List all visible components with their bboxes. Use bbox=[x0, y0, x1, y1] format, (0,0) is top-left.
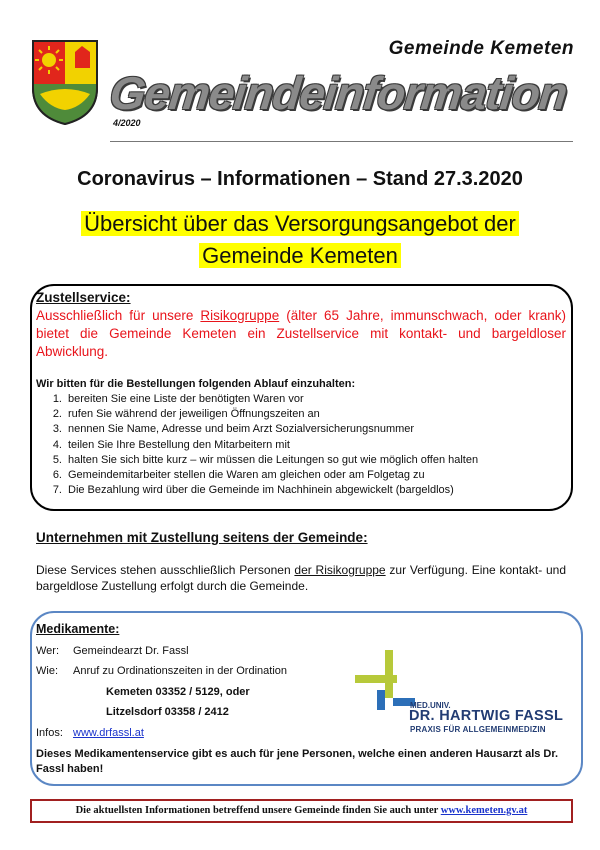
risikogruppe-link-2[interactable]: der Risikogruppe bbox=[294, 563, 386, 577]
intro-text-after: (älter 65 Jahre, immunschwach, oder krank) bietet die Gemeinde Kemeten ein Zustellservice mit kontakt- und bargeldloser Abwicklung. bbox=[36, 308, 566, 359]
unternehmen-text-before: Diese Services stehen ausschließlich Personen bbox=[36, 563, 295, 577]
step-text: rufen Sie während der jeweiligen Öffnungszeiten an bbox=[68, 408, 320, 421]
page-headline: Coronavirus – Informationen – Stand 27.3.2020 bbox=[77, 168, 523, 190]
list-item bbox=[36, 392, 566, 407]
phone-kemeten: Kemeten 03352 / 5129, oder bbox=[106, 686, 250, 698]
list-item bbox=[36, 407, 566, 422]
footer-text: Die aktuellsten Informationen betreffend unsere Gemeinde finden Sie auch unter bbox=[75, 805, 441, 816]
unternehmen-text-after: zur Verfügung. Eine kontakt- und bargeldlose Zustellung erfolgt durch die Gemeinde. bbox=[36, 563, 567, 593]
list-item bbox=[36, 453, 566, 468]
header-divider bbox=[110, 141, 573, 142]
subtitle-line-2: Gemeinde Kemeten bbox=[199, 243, 401, 268]
gemeinde-name bbox=[389, 38, 574, 60]
step-text: teilen Sie Ihre Bestellung den Mitarbeitern mit bbox=[68, 438, 290, 451]
step-number: 7. bbox=[52, 484, 62, 497]
step-text: halten Sie sich bitte kurz – wir müssen die Leitungen so gut wie möglich offen halten bbox=[68, 453, 479, 466]
wie-label: Wie: bbox=[36, 665, 58, 677]
issue-number: 4/2020 bbox=[113, 118, 141, 128]
gemeinde-name-first: Gemeinde bbox=[388, 38, 485, 59]
step-text: Die Bezahlung wird über die Gemeinde im Nachhinein abgewickelt (bargeldlos) bbox=[68, 484, 454, 497]
risikogruppe-link[interactable]: Risikogruppe bbox=[200, 308, 280, 323]
infos-label: Infos: bbox=[36, 727, 63, 739]
page-subtitle bbox=[0, 208, 600, 272]
intro-text-before: Ausschließlich für unsere bbox=[36, 308, 201, 323]
unternehmen-text bbox=[36, 562, 566, 594]
step-number: 2. bbox=[52, 408, 62, 421]
step-text: bereiten Sie eine Liste der benötigten Waren vor bbox=[68, 393, 304, 405]
zustellservice-intro bbox=[36, 307, 566, 361]
step-number: 3. bbox=[52, 423, 62, 436]
logo-doctor-name: DR. HARTWIG FASSL bbox=[409, 708, 564, 724]
unternehmen-heading: Unternehmen mit Zustellung seitens der Gemeinde: bbox=[36, 530, 368, 545]
logo-subtitle-praxis: PRAXIS FÜR ALLGEMEINMEDIZIN bbox=[410, 725, 546, 734]
list-item bbox=[36, 468, 566, 483]
medikamente-note: Dieses Medikamentenservice gibt es auch für jene Personen, welche einen anderen Hausarzt als Dr. Fassl haben! bbox=[36, 748, 559, 775]
list-item bbox=[36, 438, 566, 453]
step-number: 6. bbox=[52, 469, 62, 482]
masthead-title: Gemeindeinformation bbox=[107, 67, 570, 119]
list-item bbox=[36, 483, 566, 498]
step-number: 5. bbox=[52, 453, 62, 466]
wer-value: Gemeindearzt Dr. Fassl bbox=[73, 645, 189, 657]
flow-heading: Wir bitten für die Bestellungen folgenden Ablauf einzuhalten: bbox=[36, 378, 356, 390]
subtitle-line-1: Übersicht über das Versorgungsangebot der bbox=[81, 211, 519, 236]
gemeinde-name-second: Kemeten bbox=[490, 38, 574, 59]
coat-of-arms-icon bbox=[30, 38, 100, 126]
step-text: nennen Sie Name, Adresse und beim Arzt Sozialversicherungsnummer bbox=[68, 423, 415, 436]
footer-info bbox=[30, 799, 573, 823]
list-item bbox=[36, 422, 566, 437]
medikamente-heading: Medikamente: bbox=[36, 622, 120, 636]
wie-value: Anruf zu Ordinationszeiten in der Ordination bbox=[73, 665, 288, 677]
medical-cross-logo-icon bbox=[355, 650, 415, 710]
drfassl-link[interactable]: www.drfassl.at bbox=[73, 727, 144, 739]
logo-subtitle-medunv: MED.UNIV. bbox=[410, 701, 451, 710]
phone-litzelsdorf: Litzelsdorf 03358 / 2412 bbox=[106, 706, 229, 718]
wer-label: Wer: bbox=[36, 645, 60, 657]
step-text: Gemeindemitarbeiter stellen die Waren am gleichen oder am Folgetag zu bbox=[68, 469, 425, 482]
step-number: 1. bbox=[52, 393, 62, 405]
step-number: 4. bbox=[52, 438, 62, 451]
kemeten-website-link[interactable]: www.kemeten.gv.at bbox=[440, 805, 528, 816]
zustellservice-heading: Zustellservice: bbox=[36, 290, 131, 305]
order-steps-list bbox=[36, 392, 566, 498]
